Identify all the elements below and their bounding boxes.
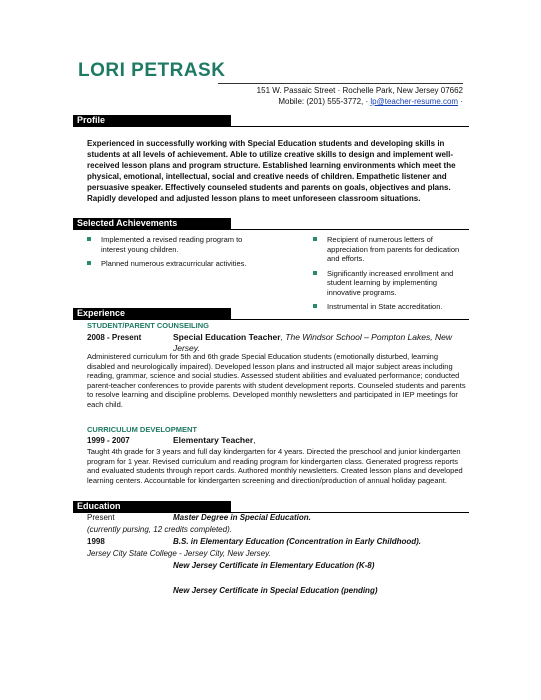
profile-heading: Profile: [73, 115, 231, 126]
job-date: 2008 - Present: [87, 333, 142, 342]
job-title: Elementary Teacher: [173, 435, 254, 445]
mobile-line: [218, 96, 463, 107]
list-item: [313, 235, 467, 264]
achievements-header: [73, 218, 469, 230]
achievements-heading: Selected Achievements: [73, 218, 231, 229]
job-title: Special Education Teacher: [173, 332, 281, 342]
achievements-right-list: [313, 235, 467, 317]
job-title-line: [173, 332, 468, 354]
achievements-left-list: [87, 235, 247, 274]
edu-school: Jersey City State College - Jersey City, New Jersey.: [87, 549, 271, 558]
job-date: 1999 - 2007: [87, 436, 130, 445]
job-description: Taught 4th grade for 3 years and full day kindergarten for 4 years. Directed the preschool and junior kindergarten program for 1 year. Revised curriculum and reading program for kindergarten class. Generated progress reports and evaluated students through report cards. Authored monthly newsletters. Created lesson plans and developed learning centers. Accountable for kindergarten screening and direction/production of annual holiday pageant.: [87, 447, 463, 485]
edu-date: 1998: [87, 537, 105, 546]
achievement-text: Recipient of numerous letters of appreciation from parents for dedication and efforts.: [327, 235, 460, 263]
address-line: 151 W. Passaic Street · Rochelle Park, New Jersey 07662: [256, 86, 463, 95]
edu-degree: B.S. in Elementary Education (Concentration in Early Childhood).: [173, 537, 422, 546]
job-title-line: [173, 435, 468, 446]
edu-note: (currently pursing, 12 credits completed).: [87, 525, 232, 534]
edu-degree: Master Degree in Special Education.: [173, 513, 311, 522]
list-item: [87, 235, 247, 254]
profile-header: [73, 115, 469, 127]
contact-block: [218, 83, 463, 107]
list-item: [313, 269, 467, 298]
education-heading: Education: [73, 501, 231, 512]
email-link[interactable]: lp@teacher-resume.com: [370, 97, 459, 106]
bullet-icon: [87, 237, 91, 241]
job-category: CURRICULUM DEVELOPMENT: [87, 425, 197, 434]
list-item: [87, 259, 247, 269]
job-description: Administered curriculum for 5th and 6th grade Special Education students (emotionally disturbed, learning disabled and neurologically impaired). Developed lesson plans and instructed all major subject areas including reading, grammar, science and social studies. Assessed student abilities and evaluated performance; conducted parent-teacher conferences to provide parents with student development reports. Counseled students and parents to resolve learning and discipline problems. Developed monthly newsletters and participated in IEP meetings for each child.: [87, 352, 466, 409]
education-header: [73, 501, 469, 513]
bullet-icon: [313, 271, 317, 275]
profile-text: Experienced in successfully working with Special Education students and developing skills in students at all levels of achievement. Able to utilize creative skills to design and implement well-received lesson plans and program structure. Established learning environments which meet the physical, emotional, intellectual, social and creative needs of children. Empathetic listener and persuasive speaker. Effectively counseled students and parents on goals, objectives and plans. Rapidly developed and adjusted lesson plans to meet unforeseen classroom situations.: [87, 139, 456, 203]
job-employer: ,: [253, 435, 256, 445]
mobile-text: Mobile: (201) 555-3772, ·: [278, 97, 371, 106]
job-category: STUDENT/PARENT COUNSEILING: [87, 321, 209, 330]
achievement-text: Instrumental in State accreditation.: [327, 302, 443, 311]
achievement-text: Significantly increased enrollment and student learning by implementing innovative programs.: [327, 268, 454, 297]
certificate: New Jersey Certificate in Elementary Education (K-8): [173, 561, 375, 570]
contact-separator: ·: [458, 97, 463, 106]
certificate: New Jersey Certificate in Special Education (pending): [173, 586, 378, 595]
achievement-text: Planned numerous extracurricular activities.: [101, 259, 247, 268]
bullet-icon: [313, 237, 317, 241]
job-employer: , The Windsor School – Pompton Lakes, New Jersey.: [173, 332, 452, 353]
edu-date: Present: [87, 513, 115, 522]
achievement-text: Implemented a revised reading program to interest young children.: [101, 235, 243, 254]
resume-name: LORI PETRASK: [78, 60, 226, 81]
experience-heading: Experience: [73, 308, 231, 319]
bullet-icon: [87, 261, 91, 265]
experience-header: [73, 308, 469, 320]
